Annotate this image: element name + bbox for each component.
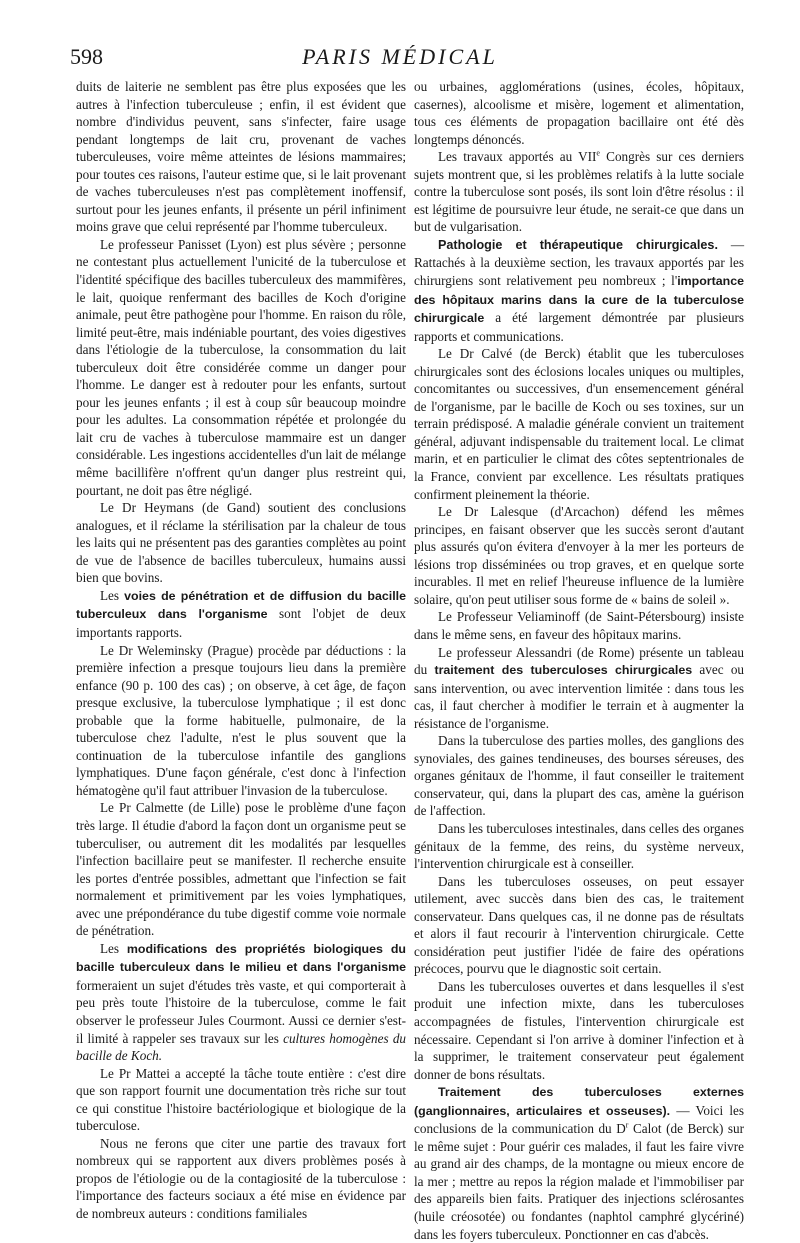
- paragraph: Nous ne ferons que citer une partie des travaux fort nombreux qui se rapportent aux divers problèmes posés à propos de l'étiologie ou de la contagiosité de la tuberculose : l'importance des facteurs sociaux a été mise en évidence par de nombreux auteurs : conditions familiales: [76, 1135, 406, 1221]
- paragraph: [414, 148, 744, 236]
- paragraph-text: Les: [100, 940, 120, 956]
- paragraph: Le Pr Mattei a accepté la tâche toute entière : c'est dire que son rapport fournit une documentation très riche sur tout ce qui constitue l'histoire bactériologique et biologique de la tuberculose.: [76, 1065, 406, 1134]
- superscript: e: [596, 148, 600, 158]
- section-heading: Pathologie et thérapeutique chirurgicales.: [438, 237, 718, 252]
- right-column: [414, 78, 744, 1243]
- paragraph-text: Rattachés à la deuxième section, les travaux apportés par les chirurgiens sont relativement peu nombreux ; l': [414, 255, 744, 289]
- paragraph-text: Le professeur Alessandri (de Rome) présente un tableau du: [414, 644, 744, 678]
- paragraph-text: Les travaux apportés au VII: [438, 149, 597, 165]
- title-abbrev: Dr: [122, 500, 136, 516]
- paragraph: Dans les tuberculoses intestinales, dans celles des organes génitaux de la femme, des reins, du système nerveux, l'intervention chirurgicale est à conseiller.: [414, 820, 744, 872]
- paragraph-text: Heymans (de Gand) soutient des conclusions analogues, et il réclame la stérilisation par la chaleur de tous les laits qui ne présentent pas des garanties complètes au point de vue de l'absence de bacilles tuberculeux, humains aussi bien que bovins.: [76, 500, 406, 586]
- topic-heading: traitement des tuberculoses chirurgicales: [434, 663, 693, 678]
- paragraph: [414, 236, 744, 345]
- paragraph: [76, 940, 406, 1065]
- paragraph: [414, 644, 744, 733]
- topic-heading: Traitement des tuberculoses externes (ganglionnaires, articulaires et osseuses).: [414, 1085, 744, 1118]
- paragraph-text: avec ou sans intervention, ou avec intervention limitée : dans tous les cas, il faut chercher à modifier le terrain et à augmenter la résistance de l'organisme.: [414, 662, 745, 731]
- paragraph-text: Calvé (de Berck) établit que les tuberculoses chirurgicales sont des éclosions locales uniques ou multiples, concomitantes ou successives, d'un ensemencement général de l'organisme, par le bacille de Koch ou ses toxines, sur un terrain prédisposé. A maladie générale convient un traitement général, adjuvant indispensable du traitement local. Le climat marin, et en particulier le climat des côtes septentrionales de la France, convient par excellence. Les résultats pratiques confirment pleinement la théorie.: [414, 346, 744, 502]
- page-number: 598: [70, 44, 103, 69]
- title-abbrev: Dr: [459, 346, 474, 362]
- paragraph: Le Professeur Veliaminoff (de Saint-Pétersbourg) insiste dans le même sens, en faveur des hôpitaux marins.: [414, 609, 744, 642]
- paragraph: Dans la tuberculose des parties molles, des ganglions des synoviales, des gaines tendineuses, des bourses séreuses, des organes génitaux de l'homme, il faut conseiller le traitement conservateur, qui, dans la plupart des cas, amène la guérison de l'affection.: [414, 733, 744, 819]
- paragraph: duits de laiterie ne semblent pas être plus exposées que les autres à l'infection tuberculeuse ; enfin, il est évident que nombre d'individus peuvent, sans s'infecter, faire usage pendant longtemps de lait cru, provenant de vaches tuberculeuses, voire même atteintes de lésions mammaires; pour toutes ces raisons, l'auteur estime que, si le lait provenant de vaches tuberculeuses n'est pas complètement inoffensif, surtout pour les jeunes enfants, il présente un péril infiniment moins grave que celui représenté par l'homme tuberculeux.: [76, 79, 406, 235]
- em-dash: —: [730, 236, 745, 252]
- paragraph-text: Calot (de Berck) sur le même sujet : Pour guérir ces malades, il faut les faire vivre au grand air des champs, de la montagne ou mieux encore de la mer ; mettre au repos la région malade et l'immobiliser par des appareils bien faits. Pratiquer des injections sclérosantes (huile créosotée) ou fondantes (naphtol camphré glycériné) dans les foyers tuberculeux. Ponctionner en cas d'abcès.: [414, 1121, 745, 1242]
- title-abbrev: Pr: [118, 1065, 131, 1081]
- title-abbrev: Dr: [118, 642, 133, 658]
- topic-heading: voies de pénétration et de diffusion du bacille tuberculeux dans l'organisme: [76, 588, 406, 622]
- paragraph-text: Weleminsky (Prague) procède par déductions : la première infection a presque toujours lieu dans la première enfance (90 p. 100 des cas) ; on observe, à cet âge, de façon presque exclusive, la tuberculose lymphatique ; il est donc probable que la forme habituelle, pulmonaire, de la tuberculose chez l'adulte, n'est le plus souvent que la continuation de la tuberculose infantile des ganglions lymphatiques. D'une façon générale, c'est donc à l'infection hématogène qu'il faut attribuer l'invasion de la tuberculose.: [76, 642, 406, 798]
- paragraph: Le Pr Calmette (de Lille) pose le problème d'une façon très large. Il étudie d'abord la façon dont un organisme peut se tuberculiser, ou autrement dit les modalités par lesquelles l'infection bacillaire peut se manifester. Il recherche ensuite les portes d'entrée possibles, admettant que l'infection se fait normalement et primitivement par les voies lymphatiques, avec une prépondérance du tube digestif comme voie normale de pénétration.: [76, 800, 406, 939]
- paragraph: ou urbaines, agglomérations (usines, écoles, hôpitaux, casernes), alcoolisme et misère, logement et alimentation, tous ces éléments de propagation bacillaire ont été dès longtemps dénoncés.: [414, 79, 744, 147]
- title-abbrev: Pr: [119, 800, 131, 816]
- paragraph-text: a été largement démontrée par plusieurs rapports et communications.: [414, 310, 745, 344]
- paragraph: Dans les tuberculoses ouvertes et dans lesquelles il s'est produit une infection mixte, dans les tuberculoses accompagnées de fistules, l'intervention chirurgicale est nécessaire. Cependant si l'on arrive à dominer l'infection et à la supprimer, le traitement conservateur peut également donner de bons résultats.: [414, 978, 744, 1082]
- left-column: [76, 78, 406, 1223]
- running-title: PARIS MÉDICAL: [302, 44, 498, 69]
- paragraph-text: Lalesque (d'Arcachon) défend les mêmes principes, en faisant observer que les succès seront d'autant plus assurés qu'on évitera d'envoyer à la mer les porteurs de lésions trop disséminées ou trop graves, et en quelque sorte incurables. Il met en relief l'heureuse influence de la lumière solaire, qu'on peut utiliser sous forme de « bains de soleil ».: [414, 504, 744, 607]
- topic-heading: modifications des propriétés biologiques du bacille tuberculeux dans le milieu et dans l'organisme: [76, 941, 406, 975]
- italic-text: cultures homogènes du bacille de Koch.: [76, 1030, 407, 1064]
- superscript: r: [625, 1120, 629, 1130]
- paragraph: Le Dr Heymans (de Gand) soutient des conclusions analogues, et il réclame la stérilisation par la chaleur de tous les laits qui ne présentent pas des garanties complètes au point de vue de l'absence de bacilles tuberculeux, humains aussi bien que bovins.: [76, 500, 406, 586]
- paragraph-text: sont l'objet de deux importants rapports.: [76, 606, 406, 640]
- paragraph: Le Dr Calvé (de Berck) établit que les tuberculoses chirurgicales sont des éclosions locales uniques ou multiples, concomitantes ou successives, d'un ensemencement général de l'organisme, par le bacille de Koch ou ses toxines, sur un terrain prédisposé. A maladie générale convient un traitement général, adjuvant indispensable du traitement local. Le climat marin, et en particulier le climat des côtes septentrionales de la France, convient par excellence. Les résultats pratiques confirment pleinement la théorie.: [414, 346, 744, 502]
- paragraph: [76, 587, 406, 642]
- paragraph-text: Calmette (de Lille) pose le problème d'une façon très large. Il étudie d'abord la façon dont un organisme peut se tuberculiser, ou autrement dit les modalités par lesquelles l'infection bacillaire peut se manifester. Il recherche ensuite les portes d'entrée possibles, admettant que l'infection se fait normalement et primitivement par les voies lymphatiques, avec une prépondérance du tube digestif comme voie normale de pénétration.: [76, 800, 406, 939]
- paragraph-text: Les: [100, 587, 120, 603]
- paragraph: [414, 1083, 744, 1243]
- paragraph: Le Dr Weleminsky (Prague) procède par déductions : la première infection a presque toujours lieu dans la première enfance (90 p. 100 des cas) ; on observe, à cet âge, de façon presque exclusive, la tuberculose lymphatique ; il est donc probable que la forme habituelle, pulmonaire, de la tuberculose chez l'adulte, n'est le plus souvent que la continuation de la tuberculose infantile des ganglions lymphatiques. D'une façon générale, c'est donc à l'infection hématogène qu'il faut attribuer l'invasion de la tuberculose.: [76, 642, 406, 798]
- paragraph: Le professeur Panisset (Lyon) est plus sévère ; personne ne contestant plus actuellement l'unicité de la tuberculose et l'identité spécifique des bacilles tuberculeux des mammifères, le lait, quoique renfermant des bacilles de Koch d'origine animale, peut être pathogène pour l'homme. En raison du rôle, limité peut-être, mais indéniable pourtant, des voies digestives dans l'étiologie de la tuberculose, la consommation du lait tuberculeux doit être considérée comme un danger pour l'homme. Le danger est à redouter pour les enfants, surtout pour les jeunes enfants ; il est à coup sûr beaucoup moindre pour les adultes. La consommation répétée et prolongée du lait cru de vaches à tuberculose mammaire est un danger considérable. Les ingestions accidentelles d'un lait de mélange même bacillifère n'offrent qu'un danger plus restreint qui, pourtant, ne doit pas être négligé.: [76, 236, 406, 498]
- paragraph-text: Congrès sur ces derniers sujets montrent que, si les problèmes relatifs à la lutte sociale contre la tuberculose sont posés, ils sont loin d'être résolus : il est légitime de poursuivre leur étude, ne serait-ce que dans un but de vulgarisation.: [414, 149, 745, 235]
- paragraph: Le Dr Lalesque (d'Arcachon) défend les mêmes principes, en faisant observer que les succès seront d'autant plus assurés qu'on évitera d'envoyer à la mer les porteurs de lésions trop disséminées ou trop graves, et en quelque sorte incurables. Il met en relief l'heureuse influence de la lumière solaire, qu'on peut utiliser sous forme de « bains de soleil ».: [414, 504, 744, 607]
- paragraph-text: — Voici les conclusions de la communication du D: [414, 1102, 744, 1137]
- paragraph: Dans les tuberculoses osseuses, on peut essayer utilement, avec succès dans bien des cas, le traitement conservateur. Dans quelques cas, il ne donne pas de résultats et alors il faut recourir à l'intervention chirurgicale. Cette considération peut justifier l'idée de faire des opérations précoces, pourvu que le diagnostic soit certain.: [414, 873, 744, 977]
- topic-heading: importance des hôpitaux marins dans la cure de la tuberculose chirurgicale: [414, 274, 744, 326]
- paragraph-text: Mattei a accepté la tâche toute entière : c'est dire que son rapport fournit une documentation très riche sur tout ce qui constitue l'histoire bactériologique et biologique de la tuberculose.: [76, 1065, 406, 1134]
- page-header: [70, 40, 730, 70]
- title-abbrev: Dr: [464, 504, 479, 520]
- paragraph-text: formeraient un sujet d'études très vaste, et qui comporterait à peu près toute l'histoire de la tuberculose, comme le fait observer le professeur Jules Courmont. Aussi ce dernier s'est-il limité à rappeler ses travaux sur les: [76, 977, 406, 1046]
